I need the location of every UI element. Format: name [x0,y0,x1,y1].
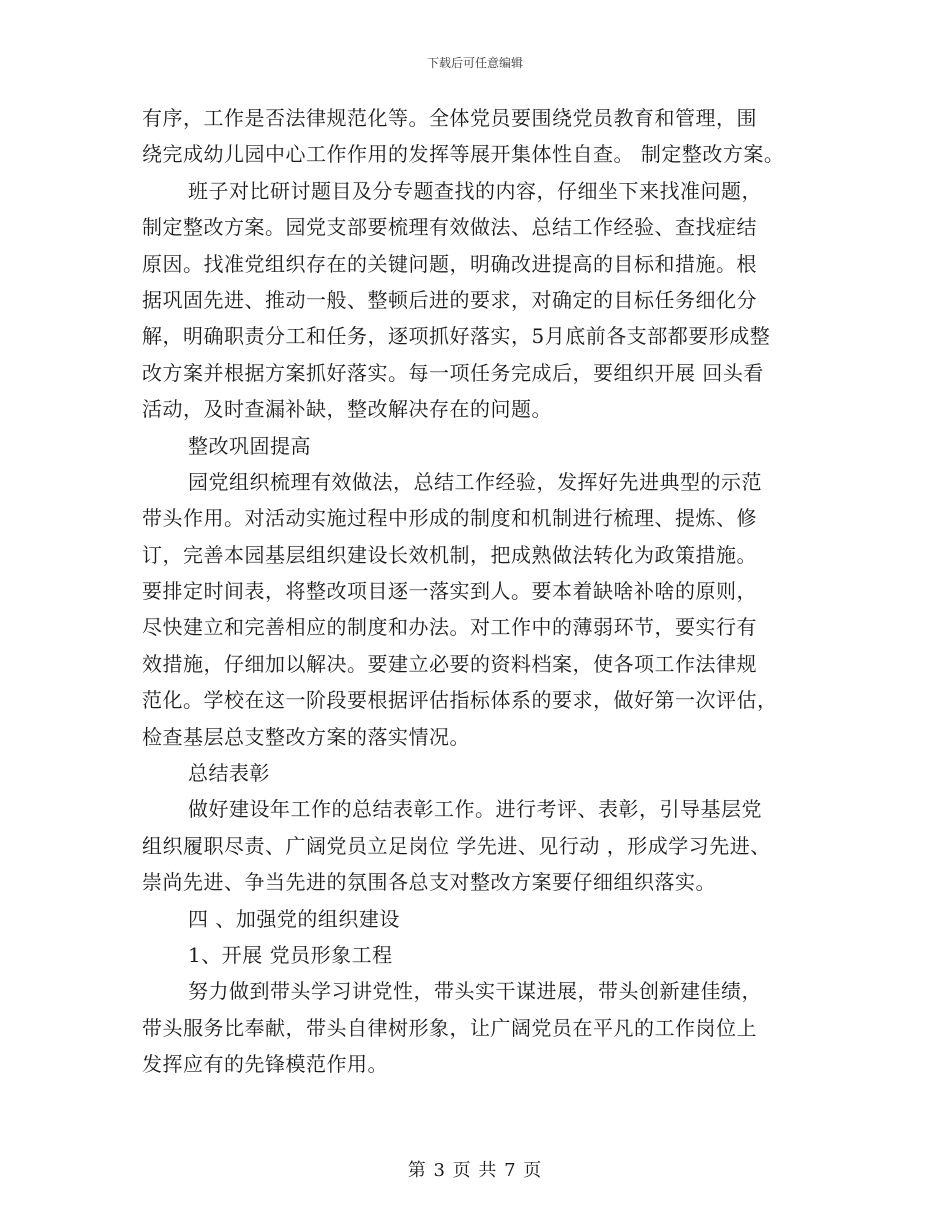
text-line: 绕完成幼儿园中心工作作用的发挥等展开集体性自查。 制定整改方案。 [142,142,785,167]
text-line: 解，明确职责分工和任务，逐项抓好落实，5月底前各支部都要形成整 [142,324,771,349]
text-line: 改方案并根据方案抓好落实。每一项任务完成后，要组织开展 回头看 [142,360,764,385]
text-line: 四 、加强党的组织建设 [188,906,400,931]
text-line: 做好建设年工作的总结表彰工作。进行考评、表彰，引导基层党 [188,797,762,822]
text-line: 效措施，仔细加以解决。要建立必要的资料档案，使各项工作法律规 [142,651,757,676]
document-body [142,100,842,1083]
text-line: 范化。学校在这一阶段要根据评估指标体系的要求，做好第一次评估， [142,688,778,713]
text-line: 园党组织梳理有效做法，总结工作经验，发挥好先进典型的示范 [188,469,762,494]
page-header-note: 下载后可任意编辑 [426,56,523,70]
page-number-footer: 第 3 页 共 7 页 [407,1160,543,1181]
text-line: 努力做到带头学习讲党性，带头实干谋进展，带头创新建佳绩， [188,979,762,1004]
text-line: 发挥应有的先锋模范作用。 [142,1052,388,1077]
text-line: 订，完善本园基层组织建设长效机制，把成熟做法转化为政策措施。 [142,542,757,567]
text-line: 据巩固先进、推动一般、整顿后进的要求，对确定的目标任务细化分 [142,287,757,312]
text-line: 原因。找准党组织存在的关键问题，明确改进提高的目标和措施。根 [142,251,757,276]
text-line: 组织履职尽责、广阔党员立足岗位 学先进、见行动 ，形成学习先进、 [142,833,771,858]
text-line: 总结表彰 [188,761,270,786]
text-line: 制定整改方案。园党支部要梳理有效做法、总结工作经验、查找症结 [142,215,757,240]
text-line: 有序，工作是否法律规范化等。全体党员要围绕党员教育和管理，围 [142,106,757,130]
text-line: 带头服务比奉献，带头自律树形象，让广阔党员在平凡的工作岗位上 [142,1015,757,1040]
text-line: 带头作用。对活动实施过程中形成的制度和机制进行梳理、提炼、修 [142,506,757,531]
text-line: 崇尚先进、争当先进的氛围各总支对整改方案要仔细组织落实。 [142,870,716,895]
text-line: 要排定时间表，将整改项目逐一落实到人。要本着缺啥补啥的原则， [142,579,757,604]
text-line: 尽快建立和完善相应的制度和办法。对工作中的薄弱环节，要实行有 [142,615,757,640]
text-line: 1、开展 党员形象工程 [188,942,393,967]
text-line: 检查基层总支整改方案的落实情况。 [142,724,470,749]
text-line: 整改巩固提高 [188,433,311,458]
text-line: 班子对比研讨题目及分专题查找的内容，仔细坐下来找准问题， [188,178,762,203]
text-line: 活动，及时查漏补缺，整改解决存在的问题。 [142,397,552,422]
